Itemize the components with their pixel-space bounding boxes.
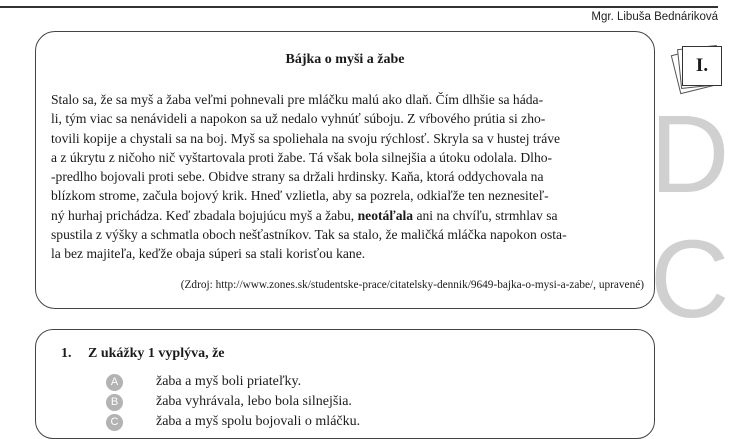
option-a-text: žaba a myš boli priateľky. xyxy=(156,374,302,389)
fable-line-5: -predlho bojovali proti sebe. Obidve strany sa držali hrdinsky. Kaňa, ktorá oddychovala na xyxy=(51,169,544,185)
fable-line-7: ný hurhaj prichádza. Keď zbadala bojujúcu myš a žabu, neotáľala ani na chvíľu, strmhlav sa xyxy=(51,207,558,223)
header-rule xyxy=(0,6,718,8)
fable-text xyxy=(51,90,641,264)
question-text: Z ukážky 1 vyplýva, že xyxy=(88,346,225,361)
fable-source: (Zdroj: http://www.zones.sk/studentske-prace/citatelsky-dennik/9649-bajka-o-mysi-a-zabe/, upravené) xyxy=(180,279,644,291)
author-name: Mgr. Libuša Bednáriková xyxy=(591,11,718,23)
highlighted-word: neotáľala xyxy=(357,207,414,223)
question-1 xyxy=(61,346,225,362)
side-letter-d: D xyxy=(650,93,730,216)
fable-line-2: li, tým viac sa nenávideli a napokon sa už nedalo vyhnúť súboju. Z vŕbového prútia si zho- xyxy=(51,111,546,127)
section-badge xyxy=(673,42,725,94)
option-b[interactable] xyxy=(106,393,352,411)
badge-label: I. xyxy=(695,55,709,76)
fable-line-3: tovili kopije a chystali sa na boj. Myš sa spoliehala na svoju rýchlosť. Skryla sa v hustej tráve xyxy=(51,130,561,146)
option-a[interactable] xyxy=(106,373,301,391)
option-a-letter: A xyxy=(106,374,123,391)
option-c[interactable] xyxy=(106,413,360,431)
question-number: 1. xyxy=(61,346,72,361)
side-letter-c: C xyxy=(650,218,730,341)
option-c-text: žaba a myš spolu bojovali o mláčku. xyxy=(156,414,361,429)
fable-line-8: spustila z výšky a schmatla oboch nešťastníkov. Tak sa stalo, že maličká mláčka napokon osta- xyxy=(51,227,567,243)
fable-line-6: blízkom strome, začula bojový krik. Hneď vzlietla, aby sa pozrela, odkiaľže ten neznesiteľ- xyxy=(51,188,549,204)
option-b-letter: B xyxy=(106,394,123,411)
fable-title: Bájka o myši a žabe xyxy=(285,52,405,67)
fable-line-1: Stalo sa, že sa myš a žaba veľmi pohnevali pre mláčku malú ako dlaň. Čím dlhšie sa háda- xyxy=(51,92,544,107)
fable-line-4: a z úkrytu z ničoho nič vyštartovala proti žabe. Tá však bola silnejšia a útoku odolala. Dlho- xyxy=(51,149,553,165)
option-b-text: žaba vyhrávala, lebo bola silnejšia. xyxy=(156,394,352,409)
fable-line-9: la bez majiteľa, keďže obaja súperi sa stali korisťou kane. xyxy=(51,246,366,262)
fable-box xyxy=(35,31,655,309)
option-c-letter: C xyxy=(106,414,123,431)
